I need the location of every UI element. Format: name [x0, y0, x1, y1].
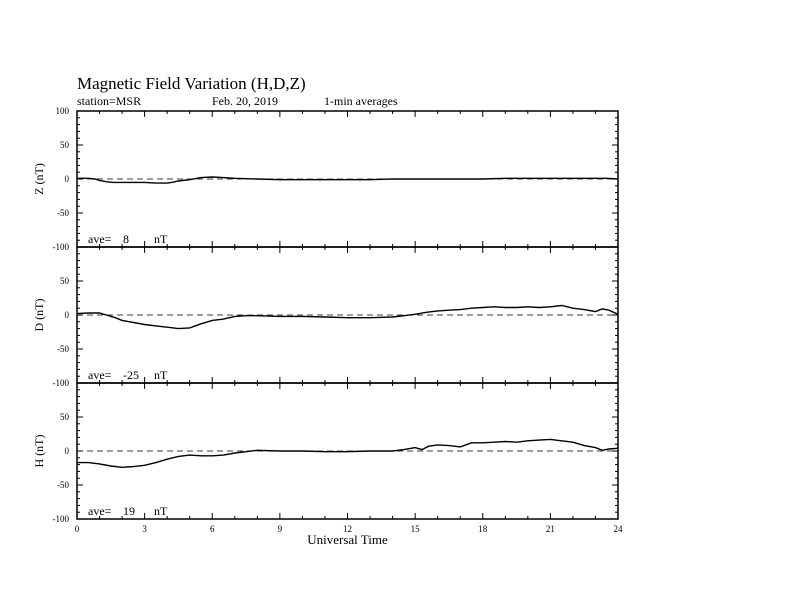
average-value-Z: 8 [123, 232, 129, 246]
series-line-D [77, 306, 618, 329]
y-axis-label-Z: Z (nT) [32, 163, 46, 195]
x-tick-label: 0 [74, 524, 80, 534]
x-tick-label: 12 [343, 524, 352, 534]
x-tick-label: 15 [410, 524, 420, 534]
averaging-label: 1-min averages [324, 94, 398, 108]
average-value-D: -25 [123, 368, 139, 382]
series-line-Z [77, 177, 618, 183]
date-label: Feb. 20, 2019 [212, 94, 278, 108]
series-line-H [77, 439, 618, 467]
average-value-H: 19 [123, 504, 135, 518]
y-tick-label-H: 0 [64, 446, 69, 456]
y-tick-label-D: -50 [57, 344, 69, 354]
y-tick-label-H: 50 [60, 412, 69, 422]
x-tick-label: 3 [142, 524, 147, 534]
y-axis-label-H: H (nT) [32, 434, 46, 468]
y-tick-label-Z: 50 [60, 140, 69, 150]
y-tick-label-Z: -100 [52, 242, 69, 252]
average-unit-H: nT [154, 504, 168, 518]
y-tick-label-D: 50 [60, 276, 69, 286]
average-label-H: ave= [88, 504, 112, 518]
average-label-D: ave= [88, 368, 112, 382]
x-tick-label: 24 [613, 524, 623, 534]
average-label-Z: ave= [88, 232, 112, 246]
y-axis-label-D: D (nT) [32, 298, 46, 332]
y-tick-label-H: -100 [52, 514, 69, 524]
station-label: station=MSR [77, 94, 142, 108]
y-tick-label-Z: 0 [64, 174, 69, 184]
chart-title: Magnetic Field Variation (H,D,Z) [77, 74, 306, 93]
x-tick-label: 9 [277, 524, 283, 534]
x-tick-label: 6 [210, 524, 215, 534]
average-unit-Z: nT [154, 232, 168, 246]
y-tick-label-D: -100 [52, 378, 69, 388]
y-tick-label-Z: 100 [55, 106, 69, 116]
y-tick-label-Z: -50 [57, 208, 69, 218]
y-tick-label-H: -50 [57, 480, 69, 490]
x-tick-label: 18 [478, 524, 488, 534]
x-tick-label: 21 [545, 524, 555, 534]
x-axis-label: Universal Time [307, 532, 388, 547]
average-unit-D: nT [154, 368, 168, 382]
y-tick-label-D: 0 [64, 310, 69, 320]
